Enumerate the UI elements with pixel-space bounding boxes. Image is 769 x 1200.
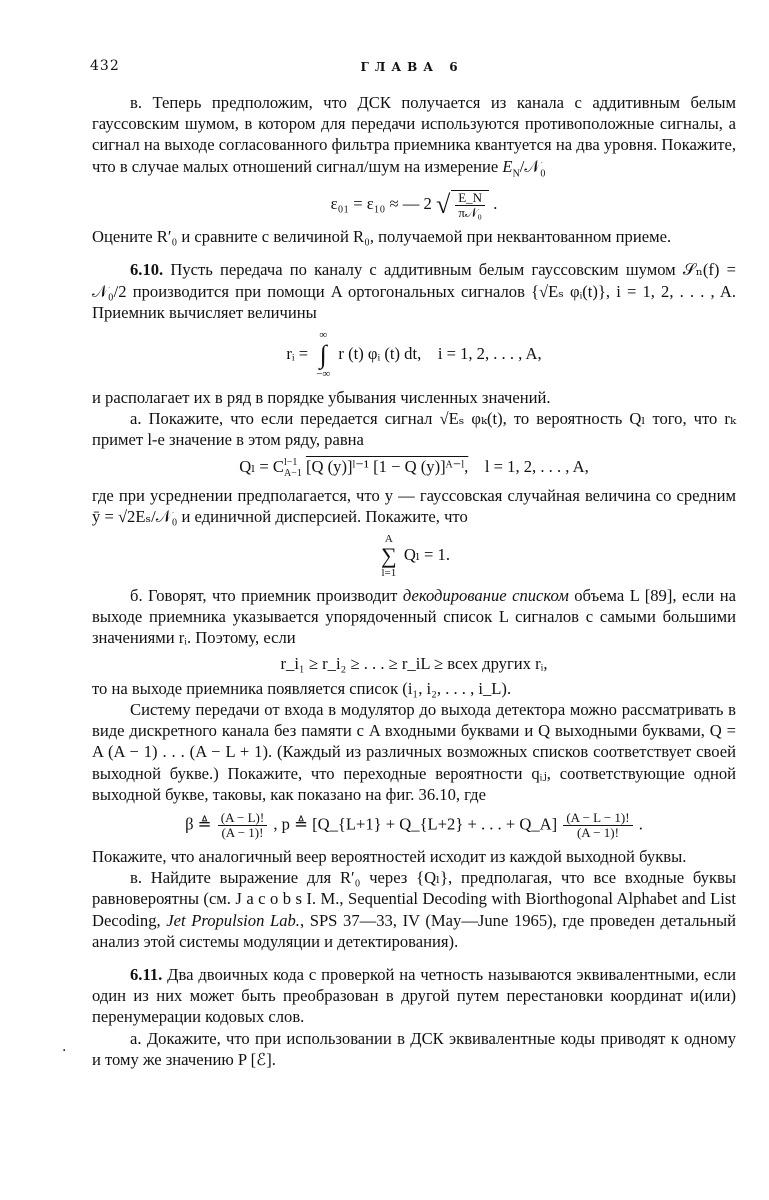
fraction-numerator: E_N bbox=[455, 191, 485, 206]
paragraph-v bbox=[92, 867, 736, 952]
equation-lhs: Qₗ = C bbox=[239, 456, 284, 476]
equation-beta-p bbox=[92, 811, 736, 840]
sum-upper: A bbox=[384, 532, 393, 545]
fraction-denominator: (A − 1)! bbox=[221, 824, 264, 840]
problem-text: Два двоичных кода с проверкой на четность называются эквивалентными, если один из них может быть преобразован в другой путем перестановки координат и(или) перенумерации кодовых слов. bbox=[92, 965, 736, 1027]
paragraph-6-9-v: в. Теперь предположим, что ДСК получается из канала с аддитивным белым гауссовским шумом, в котором для передачи используются противоположные сигналы, а сигнал на выходе согласованного фильтра приемника квантуется на два уровня. Покажите, что в случае малых отношений сигнал/шум на измерение $E_N/𝒩_0$ bbox=[92, 93, 736, 179]
fraction bbox=[455, 191, 485, 220]
integrand: r (t) φᵢ (t) dt, bbox=[338, 343, 422, 363]
chapter-title: ГЛАВА 6 bbox=[360, 60, 464, 74]
problem-6-10 bbox=[92, 259, 736, 323]
fraction-denominator: (A − 1)! bbox=[576, 824, 619, 840]
problem-6-11 bbox=[92, 964, 736, 1028]
text: б. Говорят, что приемник производит bbox=[130, 585, 403, 605]
text: в. Найдите выражение для R′₀ через {Qₗ}, предполагая, что все входные буквы равновероятны (см. J a c o b s I. M., Sequential Decoding with Biorthogonal Alphabet and List Decoding, bbox=[92, 868, 736, 930]
emphasis: декодирование списком bbox=[402, 585, 569, 605]
text: , SPS 37—33, IV (May—June 1965), где проведен детальный анализ этой системы модуляции и детектирования). bbox=[92, 910, 737, 951]
equation-tail: . bbox=[638, 814, 643, 834]
paragraph-6-11-a: а. Докажите, что при использовании в ДСК эквивалентные коды приводят к одному и тому же значению P [ℰ]. bbox=[92, 1028, 736, 1069]
binomial-sub: A−1 bbox=[283, 467, 302, 479]
equation-body: Qₗ = 1. bbox=[403, 544, 450, 564]
page-body bbox=[92, 92, 736, 1070]
equation-ql bbox=[92, 457, 736, 479]
equation-sum bbox=[92, 533, 736, 579]
binomial-sup: l−1 bbox=[283, 456, 298, 468]
integral-lower-limit: −∞ bbox=[316, 367, 331, 380]
equation-body: [Q (y)]ˡ⁻¹ [1 − Q (y)]ᴬ⁻ˡ, bbox=[305, 456, 469, 476]
fraction-numerator: (A − L)! bbox=[218, 811, 267, 826]
p-expression: , p ≜ [Q_{L+1} + Q_{L+2} + . . . + Q_A] bbox=[273, 814, 558, 834]
equation-crossover-probability: ε₀₁ = ε₁₀ ≈ — 2 √ $\frac{E\_N}{\text{π𝒩₀}}$ . bbox=[330, 190, 498, 221]
problem-number: 6.10. bbox=[130, 260, 164, 280]
sum-lower: l=1 bbox=[381, 566, 397, 579]
fraction bbox=[563, 811, 632, 840]
fraction-denominator: π𝒩₀ bbox=[458, 205, 482, 221]
paragraph-fan: Покажите, что аналогичный веер вероятностей исходит из каждой выходной буквы. bbox=[92, 846, 687, 866]
equation-ordering: r_i₁ ≥ r_i₂ ≥ . . . ≥ r_iL ≥ всех других rᵢ, bbox=[280, 653, 548, 673]
margin-dot: · bbox=[62, 1043, 67, 1059]
text: объема L [89], если на выходе приемника указывается упорядоченный список L сигналов с самыми большими значениями rᵢ. Поэтому, если bbox=[92, 585, 736, 648]
problem-number: 6.11. bbox=[130, 965, 163, 984]
problem-text: Пусть передача по каналу с аддитивным белым гауссовским шумом 𝒮ₙ(f) = 𝒩₀/2 производится при помощи A ортогональных сигналов {√Eₛ φᵢ(t)}, i = 1, 2, . . . , A. Приемник вычисляет величины bbox=[92, 260, 736, 322]
equation-tail: . bbox=[493, 193, 498, 213]
equation-lhs: ε₀₁ = ε₁₀ ≈ — 2 bbox=[330, 193, 432, 213]
fraction-numerator: (A − L − 1)! bbox=[563, 811, 632, 826]
paragraph-system: Систему передачи от входа в модулятор до выхода детектора можно рассматривать в виде дискретного канала без памяти с A входными буквами и Q выходными буквами, Q = A (A − 1) . . . (A − L + 1). (Каждый из различных возможных списков соответствует своей выходной букве.) Покажите, что переходные вероятности qᵢⱼ, соответствующие одной выходной букве, таковы, как показано на фиг. 36.10, где bbox=[92, 699, 736, 804]
paragraph-text: в. Теперь предположим, что ДСК получается из канала с аддитивным белым гауссовским шумом, в котором для передачи используются противоположные сигналы, а сигнал на выходе согласованного фильтра приемника квантуется на два уровня. Покажите, что в случае малых отношений сигнал/шум на измерение bbox=[92, 93, 736, 176]
equation-lhs: rᵢ = bbox=[286, 343, 309, 363]
index-range: l = 1, 2, . . . , A, bbox=[484, 456, 589, 476]
summation: A ∑ l=1 bbox=[381, 532, 397, 579]
paragraph-b bbox=[92, 585, 736, 649]
emphasis: Jet Propulsion Lab. bbox=[166, 910, 300, 930]
paragraph-a: а. Покажите, что если передается сигнал √Eₛ φₖ(t), то вероятность Qₗ того, что rₖ примет l-е значение в этом ряду, равна bbox=[92, 409, 736, 450]
paragraph-ordering: и располагает их в ряд в порядке убывания численных значений. bbox=[92, 387, 551, 407]
integral-upper-limit: ∞ bbox=[319, 328, 328, 341]
index-range: i = 1, 2, . . . , A, bbox=[437, 343, 542, 363]
equation-correlator-output bbox=[92, 329, 736, 381]
integral: ∞ ∫ −∞ bbox=[316, 328, 331, 380]
page-number: 432 bbox=[90, 58, 120, 74]
fraction bbox=[218, 811, 267, 840]
paragraph-estimate: Оцените R′₀ и сравните с величиной R₀, получаемой при неквантованном приеме. bbox=[92, 227, 672, 247]
beta-lhs: β ≜ bbox=[185, 814, 212, 834]
paragraph-list: то на выходе приемника появляется список (i₁, i₂, . . . , i_L). bbox=[92, 678, 512, 698]
paragraph-gaussian: где при усреднении предполагается, что y — гауссовская случайная величина со средним ȳ = √2Eₛ/𝒩₀ и единичной дисперсией. Покажите, что bbox=[92, 485, 736, 526]
